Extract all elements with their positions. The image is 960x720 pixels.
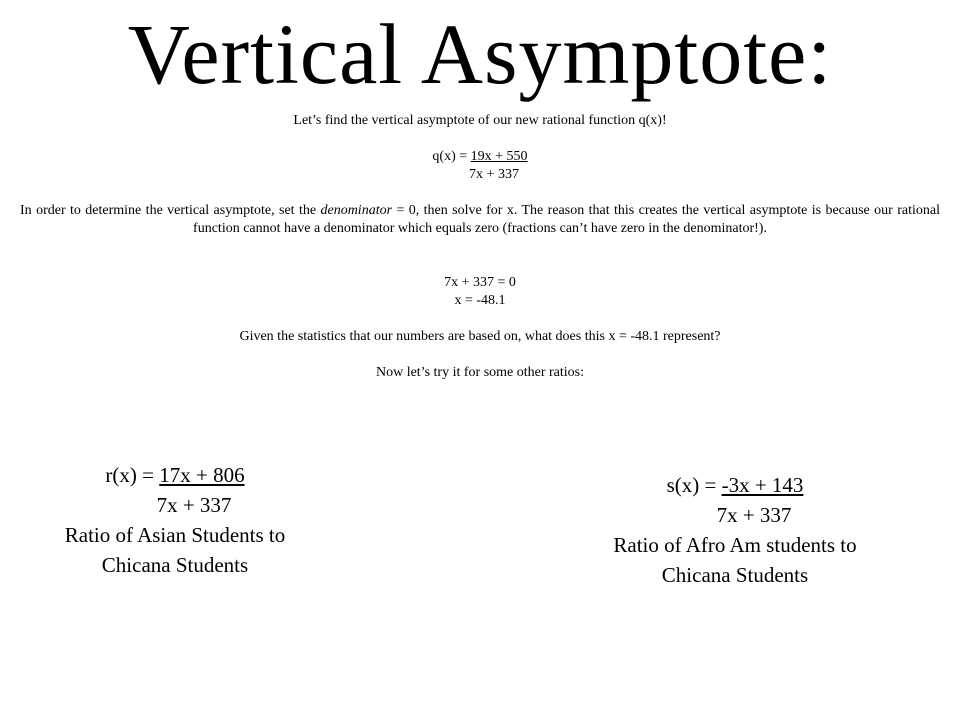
transition-text: Now let’s try it for some other ratios: [375, 365, 585, 380]
s-function-numerator: -3x + 143 [721, 473, 804, 497]
equation-line-1: 7x + 337 = 0 [444, 275, 516, 290]
intro-text: Let’s find the vertical asymptote of our new rational function q(x)! [293, 113, 667, 128]
s-function-label: s(x) = [666, 473, 722, 497]
q-function-numerator-line [20, 148, 940, 166]
s-function-block [610, 470, 860, 590]
explanation-part2: = 0, then solve for x. The reason that this creates the vertical asymptote is because our rational function cannot have a denominator which equals zero (fractions can’t have zero in the denominator!). [193, 203, 941, 236]
r-function-numerator-line [60, 460, 290, 490]
q-function-label: q(x) = [432, 149, 471, 164]
s-function-numerator-line [610, 470, 860, 500]
explanation-text [20, 202, 940, 238]
r-function-description: Ratio of Asian Students to Chicana Students [64, 523, 286, 577]
r-function-block [60, 460, 290, 580]
denominator-emphasis: denominator [320, 203, 393, 218]
question-text: Given the statistics that our numbers are based on, what does this x = -48.1 represent? [239, 329, 721, 344]
main-text-block [20, 112, 940, 382]
q-function-denominator: 7x + 337 [469, 167, 519, 182]
q-function-numerator: 19x + 550 [470, 149, 528, 164]
s-function-description: Ratio of Afro Am students to Chicana Students [613, 533, 857, 587]
s-function-denominator: 7x + 337 [716, 503, 792, 527]
explanation-part1: In order to determine the vertical asymptote, set the [20, 203, 321, 218]
slide-title: Vertical Asymptote: [127, 6, 833, 102]
equation-line-2: x = -48.1 [454, 293, 506, 308]
r-function-label: r(x) = [105, 463, 160, 487]
r-function-numerator: 17x + 806 [159, 463, 245, 487]
r-function-denominator: 7x + 337 [156, 493, 232, 517]
